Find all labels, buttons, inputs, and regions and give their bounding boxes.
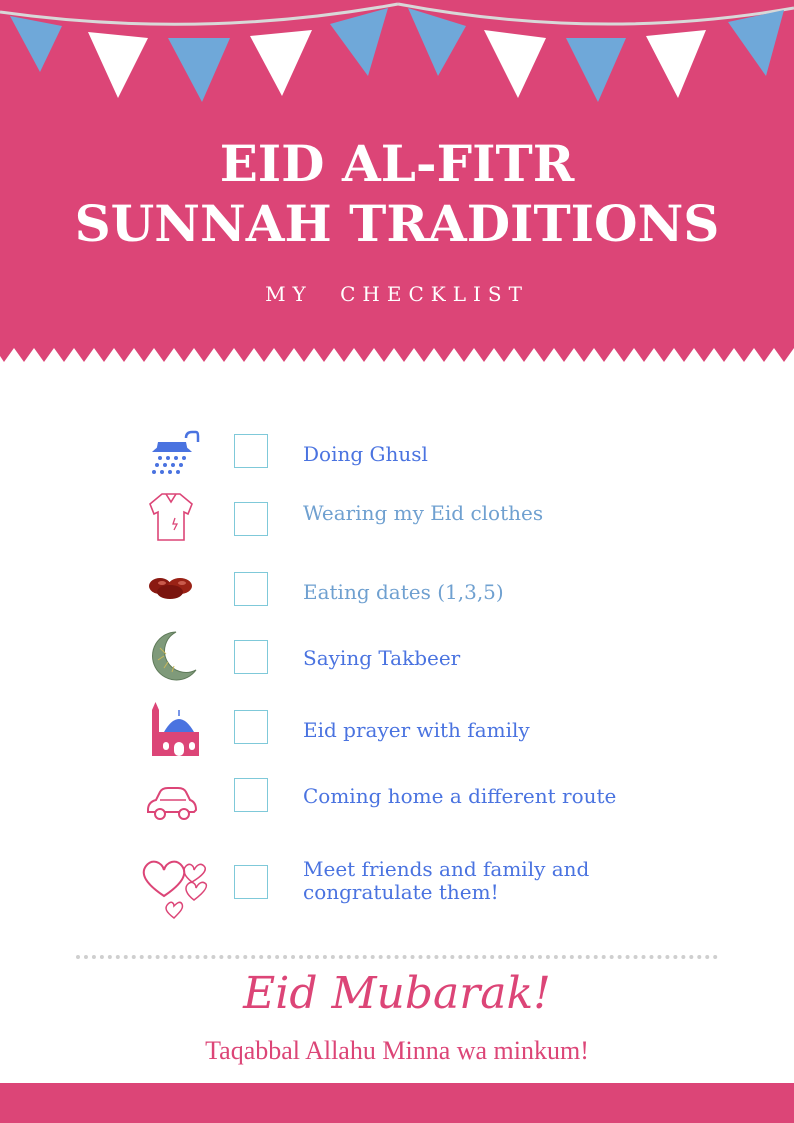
crescent-moon-icon (140, 628, 202, 684)
car-icon (140, 776, 202, 832)
shower-icon (140, 428, 202, 484)
checkbox-dates[interactable] (234, 572, 268, 606)
checkbox-different-route[interactable] (234, 778, 268, 812)
checkbox-ghusl[interactable] (234, 434, 268, 468)
checklist-label: Coming home a different route (303, 784, 617, 808)
checklist-label: Meet friends and family and congratulate them! (303, 857, 590, 904)
checklist-label: Doing Ghusl (303, 442, 428, 466)
hearts-icon (136, 852, 210, 922)
page-title-line1: EID AL-FITR (219, 134, 575, 193)
checkbox-meet-friends[interactable] (234, 865, 268, 899)
header-banner (0, 0, 794, 370)
blessing-text: Taqabbal Allahu Minna wa minkum! (205, 1036, 589, 1065)
dates-icon (140, 560, 202, 616)
eid-mubarak-greeting: Eid Mubarak! (243, 968, 551, 1019)
checklist-label: Saying Takbeer (303, 646, 461, 670)
checklist-label: Eid prayer with family (303, 718, 530, 742)
checklist-label: Eating dates (1,3,5) (303, 580, 504, 604)
page-title-line2: SUNNAH TRADITIONS (74, 194, 720, 253)
checkbox-eid-clothes[interactable] (234, 502, 268, 536)
page-subtitle: MY CHECKLIST (265, 282, 529, 306)
footer-bar (0, 1083, 794, 1123)
shirt-icon (140, 490, 202, 546)
checkbox-eid-prayer[interactable] (234, 710, 268, 744)
checkbox-takbeer[interactable] (234, 640, 268, 674)
checklist-label: Wearing my Eid clothes (303, 501, 544, 525)
mosque-icon (140, 702, 202, 758)
dotted-divider (76, 955, 718, 959)
